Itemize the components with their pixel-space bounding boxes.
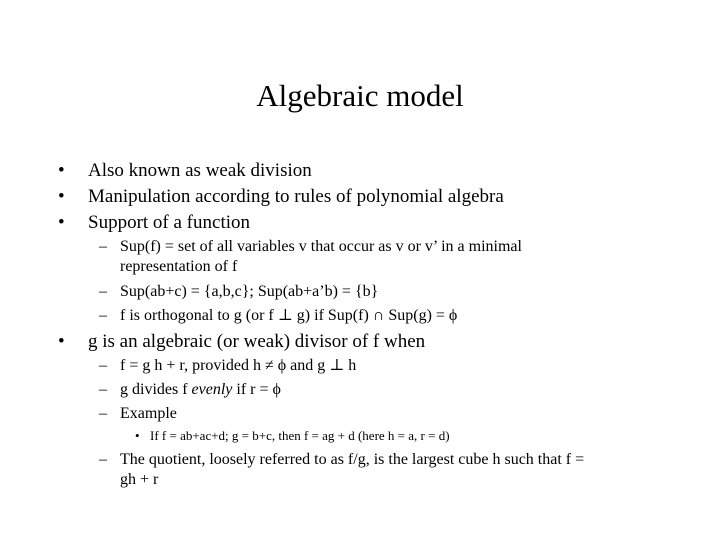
sub-text: f is orthogonal to g (or f ⊥ g) if Sup(f) ∩ Sup(g) = ϕ <box>120 307 458 324</box>
dash-marker: – <box>99 238 107 255</box>
sub-text: Sup(ab+c) = {a,b,c}; Sup(ab+a’b) = {b} <box>120 283 379 300</box>
sub-text-rich <box>120 380 281 400</box>
sub-text: Example <box>120 405 177 422</box>
sub-sub-text: If f = ab+ac+d; g = b+c, then f = ag + d (here h = a, r = d) <box>150 428 450 443</box>
sub-text: gh + r <box>120 471 159 488</box>
sub-text-pre: g divides f <box>120 381 192 398</box>
sub-text: representation of f <box>120 258 238 275</box>
bullet-marker: • <box>58 331 65 352</box>
dash-marker: – <box>99 283 107 300</box>
sub-text: The quotient, loosely referred to as f/g, is the largest cube h such that f = <box>120 451 585 468</box>
bullet-marker: • <box>135 428 140 443</box>
dash-marker: – <box>99 307 107 324</box>
sub-text-emphasis: evenly <box>191 381 233 398</box>
sub-text-post: if r = ϕ <box>232 381 281 398</box>
bullet-text: Also known as weak division <box>88 160 312 181</box>
bullet-marker: • <box>58 186 65 207</box>
dash-marker: – <box>99 381 107 398</box>
dash-marker: – <box>99 451 107 468</box>
bullet-text: Manipulation according to rules of polynomial algebra <box>88 186 504 207</box>
bullet-text: g is an algebraic (or weak) divisor of f when <box>88 331 426 352</box>
bullet-marker: • <box>58 212 65 233</box>
dash-marker: – <box>99 405 107 422</box>
sub-text: Sup(f) = set of all variables v that occur as v or v’ in a minimal <box>120 238 522 255</box>
dash-marker: – <box>99 357 107 374</box>
bullet-text: Support of a function <box>88 212 251 233</box>
sub-text: f = g h + r, provided h ≠ ϕ and g ⊥ h <box>120 357 357 374</box>
slide-title: Algebraic model <box>256 78 464 113</box>
bullet-marker: • <box>58 160 65 181</box>
